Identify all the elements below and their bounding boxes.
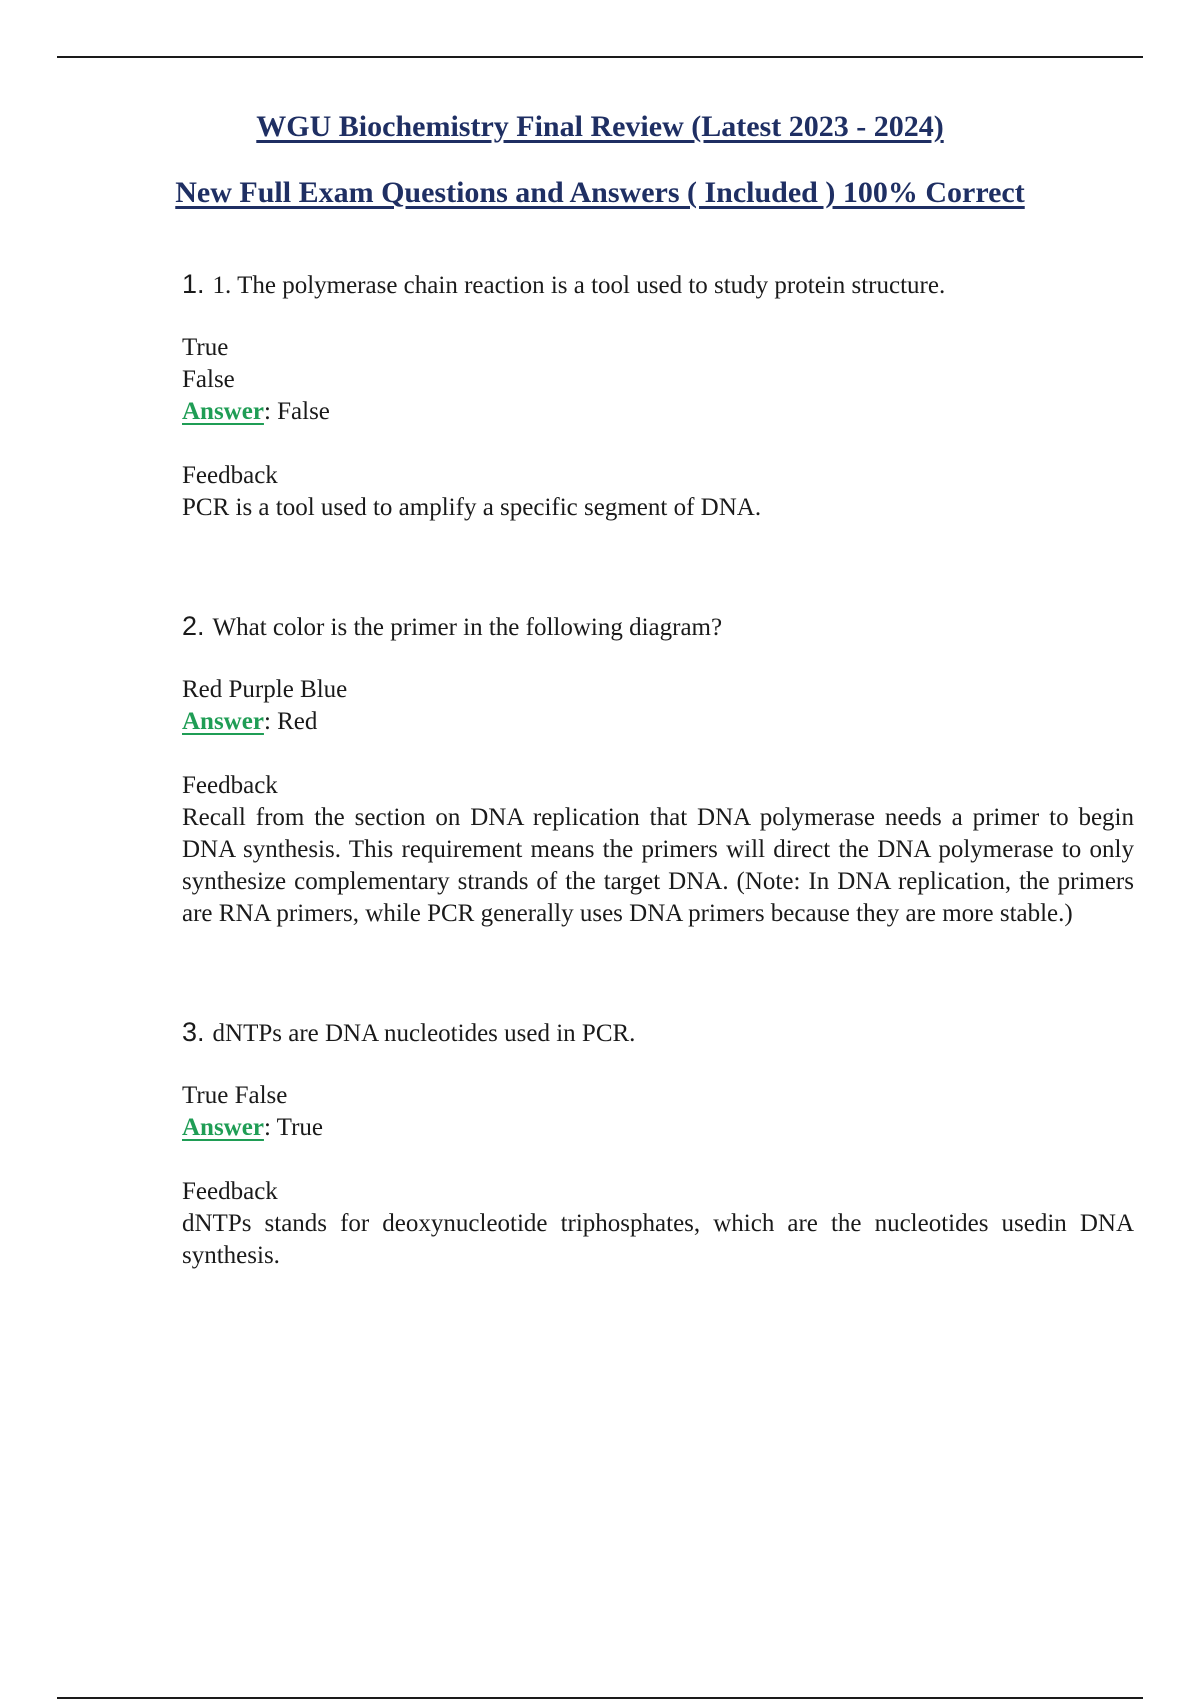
question-text: dNTPs are DNA nucleotides used in PCR. [212, 1020, 636, 1047]
questions-list [182, 268, 1134, 1272]
answer-label: Answer [182, 708, 264, 735]
answer-value: : Red [263, 708, 318, 735]
question-number: 1. [182, 269, 205, 299]
answer-label: Answer [182, 1114, 264, 1141]
answer-label: Answer [182, 398, 264, 425]
top-divider [57, 56, 1143, 58]
feedback-text: Recall from the section on DNA replication that DNA polymerase needs a primer to begin DNA synthesis. This requirement means the primers will direct the DNA polymerase to only synthesize complementary strands of the target DNA. (Note: In DNA replication, the primers are RNA primers, while PCR generally uses DNA primers because they are more stable.) [182, 804, 1134, 927]
answer-value: : True [263, 1114, 323, 1141]
question-1-answer [182, 396, 1134, 428]
question-2-options [182, 674, 1134, 738]
question-number: 3. [182, 1017, 205, 1047]
feedback-label: Feedback [182, 772, 278, 799]
feedback-label: Feedback [182, 462, 278, 489]
question-number: 2. [182, 611, 205, 641]
question-1-feedback [182, 460, 1134, 524]
question-3-answer [182, 1112, 1134, 1144]
question-text: 1. The polymerase chain reaction is a tool used to study protein structure. [212, 272, 946, 299]
options-line: True False [182, 1082, 288, 1109]
question-2-feedback [182, 770, 1134, 930]
question-3-feedback [182, 1176, 1134, 1272]
question-1-options [182, 332, 1134, 428]
answer-value: : False [263, 398, 330, 425]
option-false: False [182, 366, 235, 393]
question-text: What color is the primer in the following diagram? [212, 614, 723, 641]
question-2-prompt [182, 610, 1134, 644]
question-1 [182, 268, 1134, 524]
question-3-options [182, 1080, 1134, 1144]
feedback-label: Feedback [182, 1178, 278, 1205]
document-title: WGU Biochemistry Final Review (Latest 2023 - 2024) [256, 110, 944, 143]
bottom-divider [57, 1697, 1143, 1699]
question-2-answer [182, 706, 1134, 738]
question-3 [182, 1016, 1134, 1272]
question-3-prompt [182, 1016, 1134, 1050]
option-true: True [182, 334, 229, 361]
feedback-text: dNTPs stands for deoxynucleotide triphosphates, which are the nucleotides usedin DNA synthesis. [182, 1210, 1134, 1269]
feedback-text: PCR is a tool used to amplify a specific segment of DNA. [182, 494, 762, 521]
options-line: Red Purple Blue [182, 676, 348, 703]
question-1-prompt [182, 268, 1134, 302]
document-header [0, 110, 1200, 210]
question-2 [182, 610, 1134, 930]
document-subtitle: New Full Exam Questions and Answers ( Included ) 100% Correct [175, 176, 1025, 209]
